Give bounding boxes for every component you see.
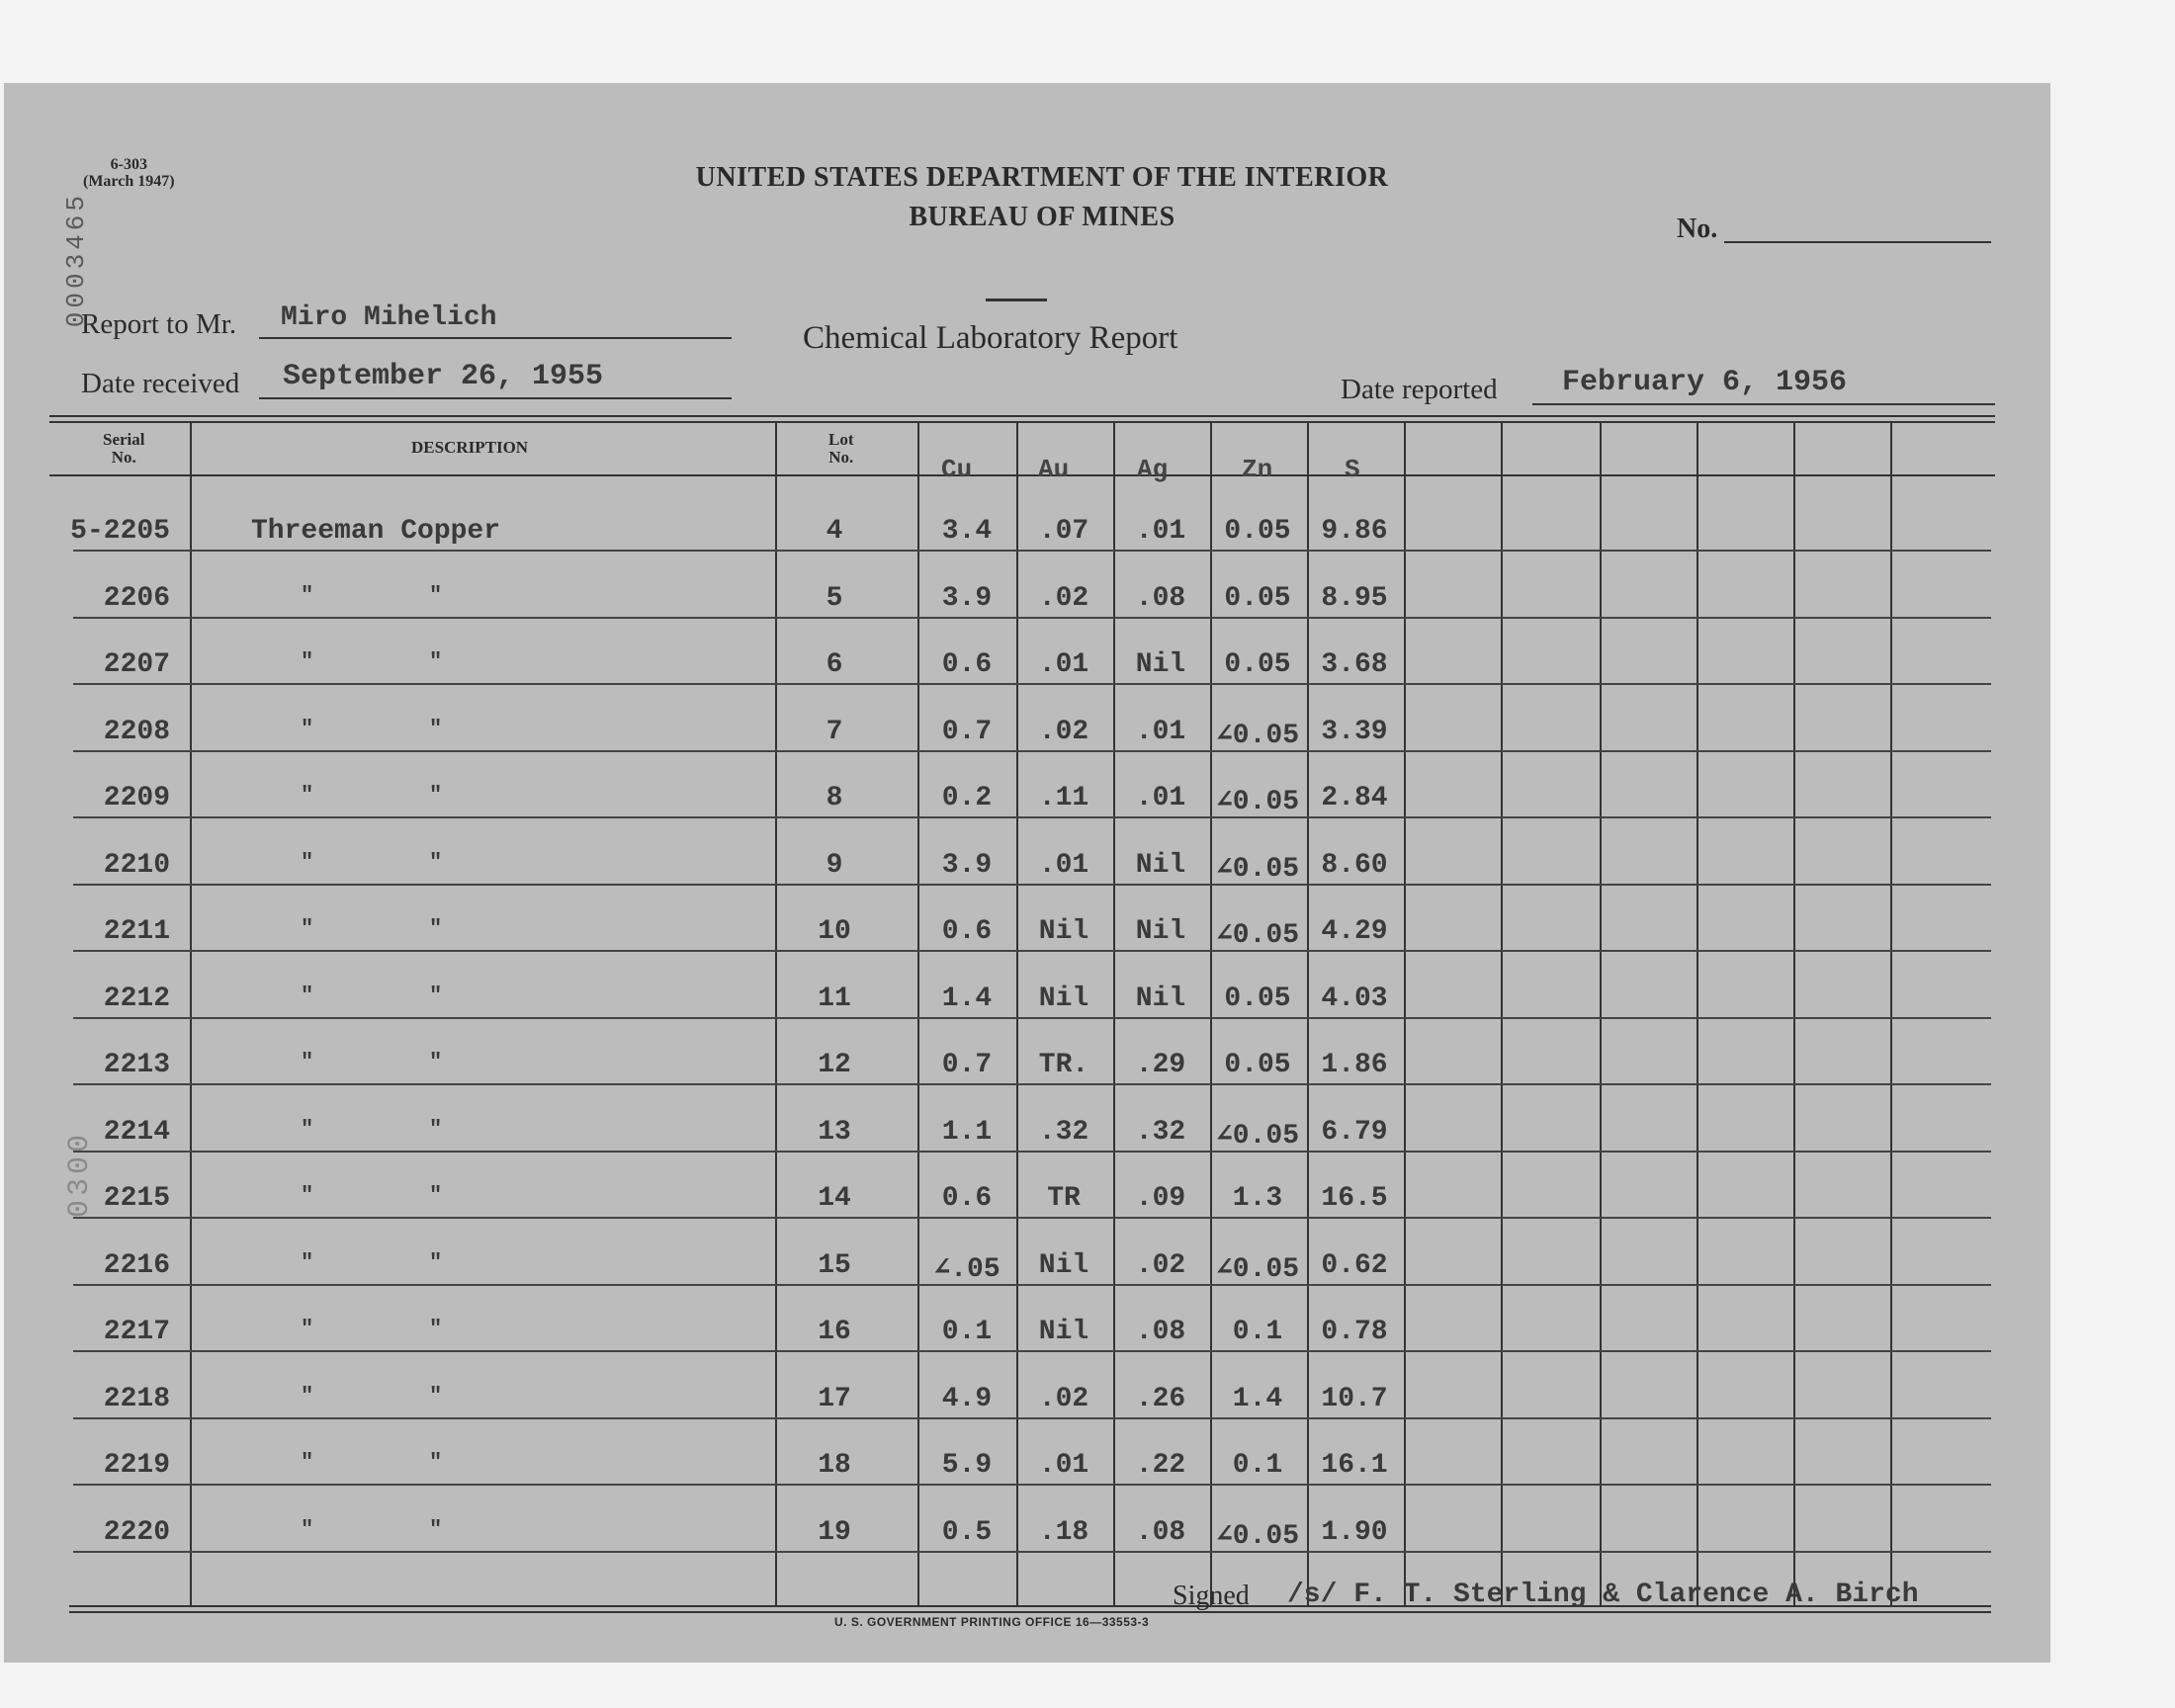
cell-lot: 5 [826,582,843,614]
signed-label: Signed [1173,1580,1250,1611]
cell-au: .02 [1038,582,1089,614]
cell-au: Nil [1038,1249,1089,1281]
ag-header: Ag [1137,455,1169,484]
cell-au: TR. [1038,1050,1089,1080]
side-stamp-lower: 0300 [63,1131,97,1219]
row-rule [73,950,1991,952]
cell-desc1: " [301,649,314,674]
cell-zn: ∠0.05 [1215,1120,1300,1152]
cell-s: 1.90 [1321,1516,1388,1548]
cell-serial: 2220 [103,1516,170,1548]
cell-s: 2.84 [1321,783,1388,813]
cell-cu: 5.9 [941,1450,993,1481]
cell-s: 4.29 [1321,916,1388,947]
cell-desc1: " [301,982,314,1008]
col-divider-serial [190,421,192,1607]
form-edition: (March 1947) [83,173,175,190]
cell-desc1: " [301,1383,314,1409]
cell-desc1: " [301,1050,314,1074]
cell-ag: .01 [1135,516,1186,547]
row-rule [73,884,1991,886]
cell-zn: ∠0.05 [1215,853,1300,885]
cell-cu: 0.1 [941,1317,993,1347]
cell-desc1: " [301,783,314,808]
cell-lot: 17 [818,1383,851,1414]
cell-zn: 0.1 [1232,1450,1283,1481]
cell-serial: 2212 [103,982,170,1014]
cell-cu: ∠.05 [933,1253,1000,1285]
row-rule [73,1217,1991,1219]
cell-serial: 2219 [103,1450,170,1481]
cell-desc2: " [429,849,443,875]
cell-desc2: " [429,982,443,1008]
cell-au: .01 [1038,649,1089,680]
cell-zn: ∠0.05 [1215,720,1300,751]
cell-ag: Nil [1135,916,1186,947]
cell-cu: 3.9 [941,582,993,614]
cell-s: 6.79 [1321,1116,1388,1148]
cell-s: 4.03 [1321,982,1388,1014]
cell-au: Nil [1038,1317,1089,1347]
cell-desc2: " [429,783,443,808]
cell-ag: .32 [1135,1116,1186,1148]
cell-lot: 14 [818,1183,851,1214]
cell-desc2: " [429,1050,443,1074]
cell-lot: 6 [826,649,843,680]
date-reported-line [1532,403,1995,405]
cell-desc1: Threeman Copper [251,516,501,547]
report-to-label: Report to Mr. [81,308,237,340]
cell-lot: 10 [818,916,851,947]
cell-cu: 0.6 [941,1183,993,1214]
row-rule [73,1284,1991,1286]
cell-zn: 0.05 [1224,1050,1291,1080]
report-to-line [259,337,732,339]
lot-header: Lot No. [828,430,854,467]
cell-lot: 8 [826,783,843,813]
cell-zn: ∠0.05 [1215,920,1300,951]
cell-zn: ∠0.05 [1215,1520,1300,1552]
cell-s: 3.39 [1321,716,1388,747]
cell-ag: .01 [1135,783,1186,813]
cell-cu: 0.2 [941,783,993,813]
date-received-label: Date received [81,368,240,399]
cell-serial: 2217 [103,1317,170,1347]
zn-header: Zn [1242,455,1273,484]
report-number-line [1724,241,1991,243]
row-rule [73,1083,1991,1085]
cell-cu: 0.6 [941,916,993,947]
col-divider-description [775,421,777,1607]
row-rule [73,750,1991,752]
col-divider-blank-3 [1696,421,1698,1607]
cell-desc1: " [301,916,314,941]
cell-cu: 0.5 [941,1516,993,1548]
cell-s: 0.78 [1321,1317,1388,1347]
cell-zn: ∠0.05 [1215,1253,1300,1285]
cell-desc1: " [301,1450,314,1475]
cell-desc1: " [301,1317,314,1341]
cell-s: 9.86 [1321,516,1388,547]
form-code: 6-303 [110,156,147,173]
cell-zn: 0.1 [1232,1317,1283,1347]
cell-desc2: " [429,1116,443,1142]
col-divider-lot [917,421,919,1607]
cell-desc2: " [429,1450,443,1475]
row-rule [73,1551,1991,1553]
cell-lot: 9 [826,849,843,881]
cell-serial: 2216 [103,1249,170,1281]
report-sheet [4,83,2050,1663]
cell-ag: .01 [1135,716,1186,747]
header-block [350,162,1734,233]
cell-cu: 0.6 [941,649,993,680]
cell-desc2: " [429,716,443,741]
cell-cu: 3.4 [941,516,993,547]
col-divider-blank-4 [1793,421,1795,1607]
cell-au: .18 [1038,1516,1089,1548]
cell-lot: 16 [818,1317,851,1347]
date-reported-label: Date reported [1341,374,1498,405]
cell-desc1: " [301,1116,314,1142]
cell-desc2: " [429,916,443,941]
cell-ag: Nil [1135,982,1186,1014]
cell-desc1: " [301,582,314,608]
cell-zn: 1.4 [1232,1383,1283,1414]
cell-lot: 15 [818,1249,851,1281]
cell-cu: 3.9 [941,849,993,881]
cell-au: .11 [1038,783,1089,813]
row-rule [73,1484,1991,1486]
cell-lot: 18 [818,1450,851,1481]
table-top-rule [49,415,1995,417]
cell-desc1: " [301,1183,314,1208]
cell-au: .01 [1038,849,1089,881]
cell-ag: .02 [1135,1249,1186,1281]
cell-s: 8.60 [1321,849,1388,881]
col-divider-blank-5 [1890,421,1892,1607]
cell-desc2: " [429,582,443,608]
cell-au: .01 [1038,1450,1089,1481]
col-divider-blank-2 [1600,421,1602,1607]
header-divider [986,299,1047,301]
cell-serial: 2209 [103,783,170,813]
row-rule [73,1151,1991,1153]
cell-cu: 0.7 [941,1050,993,1080]
cell-desc2: " [429,1249,443,1275]
cell-serial: 2214 [103,1116,170,1148]
au-header: Au [1038,455,1070,484]
cell-au: .02 [1038,716,1089,747]
cell-cu: 0.7 [941,716,993,747]
cell-ag: .08 [1135,1516,1186,1548]
cell-zn: 1.3 [1232,1183,1283,1214]
cell-desc1: " [301,849,314,875]
report-to-value: Miro Mihelich [281,302,497,333]
cell-zn: 0.05 [1224,516,1291,547]
cell-serial: 2211 [103,916,170,947]
cell-cu: 1.4 [941,982,993,1014]
col-divider-s [1404,421,1406,1607]
cell-s: 3.68 [1321,649,1388,680]
cell-s: 10.7 [1321,1383,1388,1414]
cell-desc2: " [429,649,443,674]
cell-desc2: " [429,1383,443,1409]
cell-cu: 1.1 [941,1116,993,1148]
form-code-block [83,156,175,190]
cell-s: 8.95 [1321,582,1388,614]
row-rule [73,816,1991,818]
cu-header: Cu [941,455,973,484]
department-title: UNITED STATES DEPARTMENT OF THE INTERIOR [695,162,1389,193]
row-rule [73,1017,1991,1019]
cell-s: 0.62 [1321,1249,1388,1281]
cell-lot: 12 [818,1050,851,1080]
cell-au: .02 [1038,1383,1089,1414]
row-rule [73,550,1991,552]
date-received-value: September 26, 1955 [283,360,604,393]
cell-lot: 7 [826,716,843,747]
cell-au: TR [1047,1183,1081,1214]
cell-serial: 2206 [103,582,170,614]
cell-serial: 5-2205 [70,516,170,547]
cell-lot: 11 [818,982,851,1014]
cell-serial: 2207 [103,649,170,680]
row-rule [73,1350,1991,1352]
description-header: DESCRIPTION [411,438,529,457]
cell-desc2: " [429,1183,443,1208]
col-divider-blank-1 [1501,421,1503,1607]
cell-ag: .08 [1135,1317,1186,1347]
cell-serial: 2218 [103,1383,170,1414]
cell-ag: .08 [1135,582,1186,614]
row-rule [73,1417,1991,1419]
cell-cu: 4.9 [941,1383,993,1414]
cell-au: .07 [1038,516,1089,547]
report-number-label: No. [1677,214,1718,244]
cell-au: Nil [1038,982,1089,1014]
cell-ag: .26 [1135,1383,1186,1414]
cell-desc1: " [301,1516,314,1542]
cell-desc1: " [301,1249,314,1275]
cell-s: 16.5 [1321,1183,1388,1214]
cell-ag: Nil [1135,649,1186,680]
cell-ag: .22 [1135,1450,1186,1481]
cell-serial: 2215 [103,1183,170,1214]
cell-ag: .09 [1135,1183,1186,1214]
printer-imprint: U. S. GOVERNMENT PRINTING OFFICE 16—33553-3 [834,1615,1150,1629]
cell-desc2: " [429,1516,443,1542]
cell-s: 16.1 [1321,1450,1388,1481]
cell-serial: 2210 [103,849,170,881]
serial-header: Serial No. [103,430,145,467]
cell-zn: ∠0.05 [1215,787,1300,817]
cell-desc2: " [429,1317,443,1341]
report-title: Chemical Laboratory Report [803,320,1178,356]
date-received-line [259,397,732,399]
cell-zn: 0.05 [1224,582,1291,614]
cell-serial: 2208 [103,716,170,747]
cell-ag: .29 [1135,1050,1186,1080]
date-reported-value: February 6, 1956 [1562,366,1848,399]
cell-serial: 2213 [103,1050,170,1080]
cell-desc1: " [301,716,314,741]
bureau-title: BUREAU OF MINES [909,202,1175,232]
cell-au: .32 [1038,1116,1089,1148]
cell-ag: Nil [1135,849,1186,881]
table-header-rule [49,474,1995,476]
table-top-rule-inner [49,421,1995,423]
cell-lot: 19 [818,1516,851,1548]
cell-s: 1.86 [1321,1050,1388,1080]
signed-value: /s/ F. T. Sterling & Clarence A. Birch [1287,1580,1919,1610]
signature-line [1258,1611,1979,1613]
row-rule [73,617,1991,619]
s-header: S [1345,455,1360,484]
cell-lot: 13 [818,1116,851,1148]
row-rule [73,683,1991,685]
side-stamp: 0003465 [61,192,91,328]
cell-zn: 0.05 [1224,982,1291,1014]
cell-lot: 4 [826,516,843,547]
cell-au: Nil [1038,916,1089,947]
cell-zn: 0.05 [1224,649,1291,680]
